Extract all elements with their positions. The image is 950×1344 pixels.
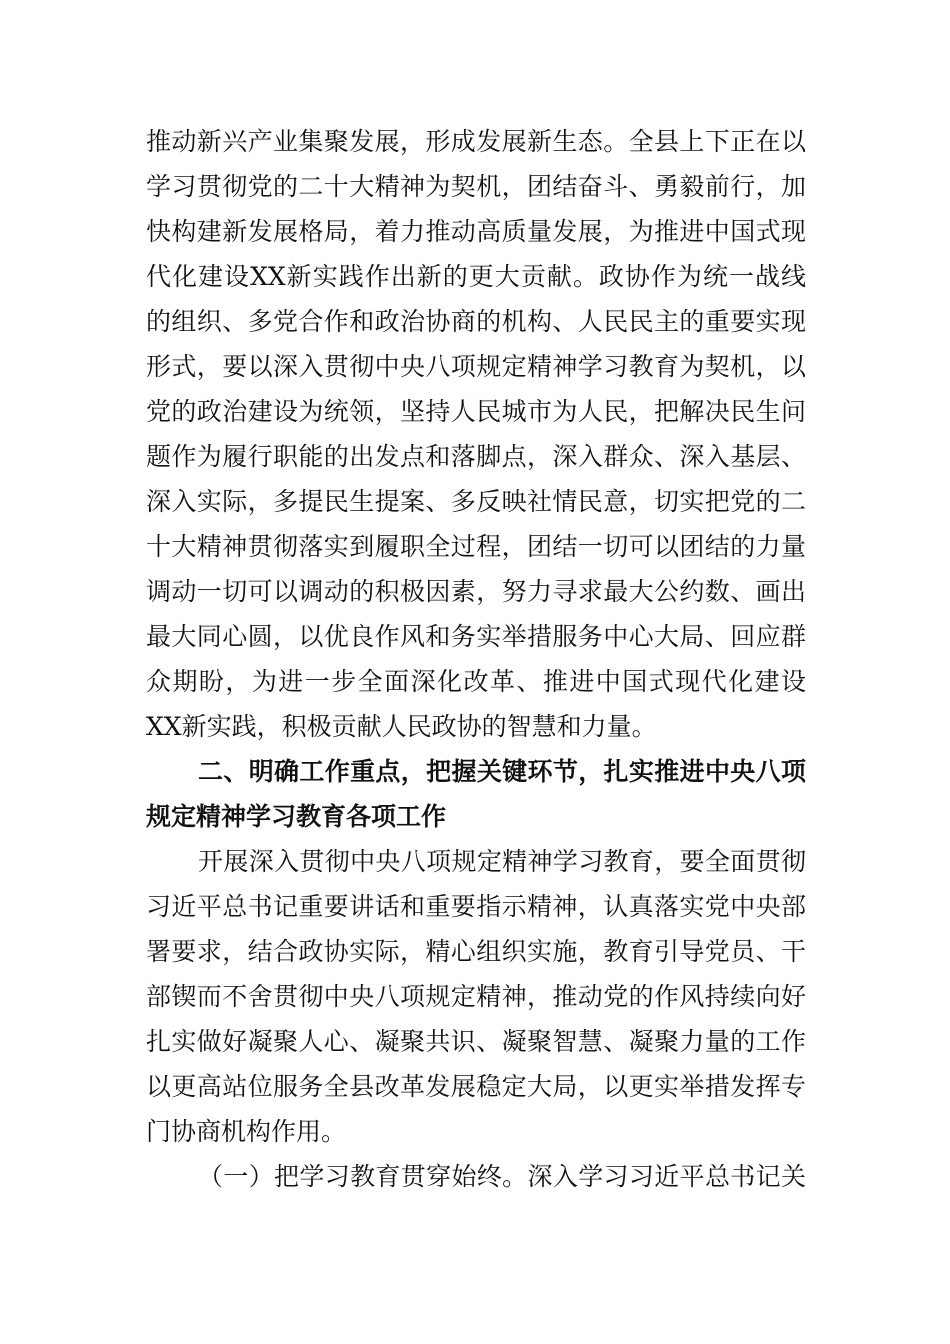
section-heading: 二、明确工作重点，把握关键环节，扎实推进中央八项 [198,757,806,786]
body-text-line: 署要求，结合政协实际，精心组织实施，教育引导党员、干 [146,937,806,966]
body-text-line: 习近平总书记重要讲话和重要指示精神，认真落实党中央部 [146,892,806,921]
body-text-line: 以更高站位服务全县改革发展稳定大局，以更实举措发挥专 [146,1072,806,1101]
sub-section-text: （一）把学习教育贯穿始终。深入学习习近平总书记关 [198,1162,806,1191]
body-text-line: 推动新兴产业集聚发展，形成发展新生态。全县上下正在以 [146,127,806,156]
body-text-line: 部锲而不舍贯彻中央八项规定精神，推动党的作风持续向好 [146,982,806,1011]
body-text-line: XX新实践，积极贡献人民政协的智慧和力量。 [146,712,657,741]
body-text-line: 题作为履行职能的出发点和落脚点，深入群众、深入基层、 [146,442,806,471]
body-text-line: 的组织、多党合作和政治协商的机构、人民民主的重要实现 [146,307,806,336]
body-text-line: 党的政治建设为统领，坚持人民城市为人民，把解决民生问 [146,397,806,426]
body-text-line: 众期盼，为进一步全面深化改革、推进中国式现代化建设 [146,667,806,696]
body-text-line: 快构建新发展格局，着力推动高质量发展，为推进中国式现 [146,217,806,246]
body-text-line: 十大精神贯彻落实到履职全过程，团结一切可以团结的力量 [146,532,806,561]
body-text-line: 最大同心圆，以优良作风和务实举措服务中心大局、回应群 [146,622,806,651]
body-text-line: 调动一切可以调动的积极因素，努力寻求最大公约数、画出 [146,577,806,606]
body-text-line: 深入实际，多提民生提案、多反映社情民意，切实把党的二 [146,487,806,516]
section-heading: 规定精神学习教育各项工作 [146,802,447,831]
body-text-line: 代化建设XX新实践作出新的更大贡献。政协作为统一战线 [146,262,806,291]
body-text-line: 门协商机构作用。 [146,1117,347,1146]
body-text-line: 形式，要以深入贯彻中央八项规定精神学习教育为契机，以 [146,352,806,381]
body-text-line: 学习贯彻党的二十大精神为契机，团结奋斗、勇毅前行，加 [146,172,806,201]
body-text-line: 开展深入贯彻中央八项规定精神学习教育，要全面贯彻 [198,847,806,876]
body-text-line: 扎实做好凝聚人心、凝聚共识、凝聚智慧、凝聚力量的工作 [146,1027,806,1056]
